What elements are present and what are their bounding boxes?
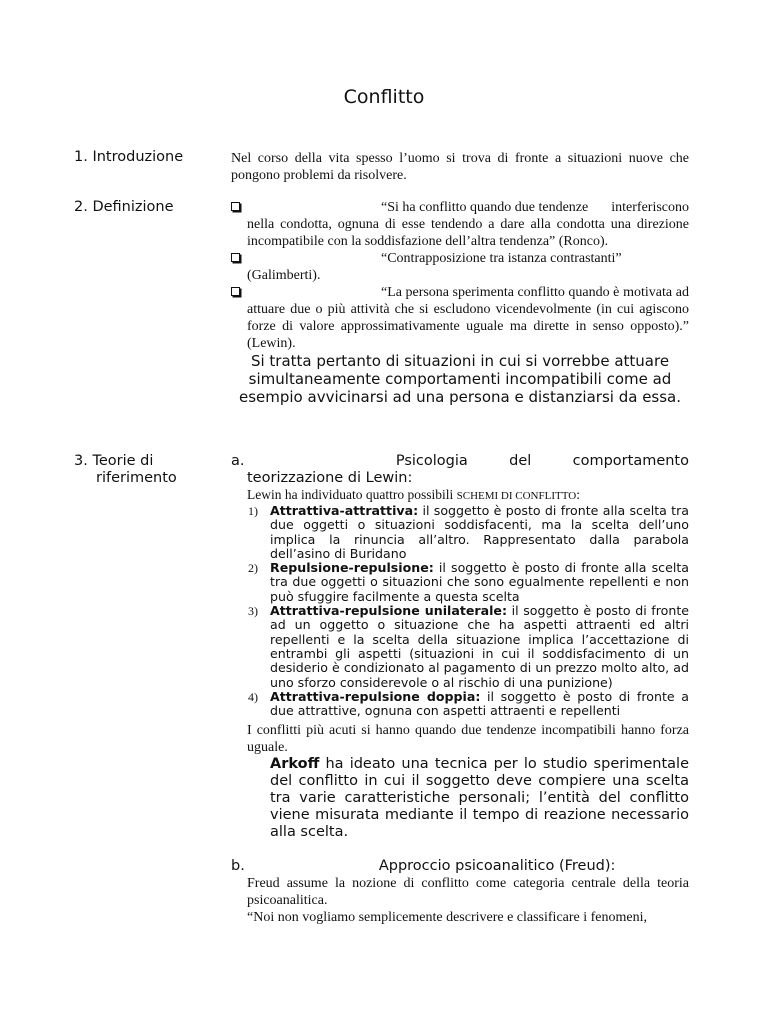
freud-quote: “Noi non vogliamo semplicemente descrivere e classificare i fenomeni, (247, 910, 648, 926)
heading-word: comportamento (572, 453, 689, 469)
section-teorie-body (231, 453, 689, 926)
item-number: 1) (248, 504, 258, 518)
lewin-intro-smallcaps: SCHEMI DI CONFLITTO (456, 490, 577, 502)
definition-text: (Galimberti). (247, 268, 321, 283)
scheme-title: Attrattiva-repulsione doppia: (270, 688, 481, 704)
subsection-letter: b. (231, 858, 245, 875)
checkbox-bullet-icon (231, 253, 240, 262)
definition-item (231, 199, 689, 250)
section-label-definizione: 2. Definizione (74, 199, 174, 215)
section-label-line: 3. Teorie di (74, 453, 154, 469)
section-label-introduzione: 1. Introduzione (74, 149, 184, 165)
scheme-title: Attrattiva-attrattiva: (270, 503, 419, 518)
intro-text: Nel corso della vita spesso l’uomo si trova di fronte a situazioni nuove che pongono problemi da risolvere. (231, 151, 689, 183)
section-introduzione-body (231, 150, 689, 184)
section-label-teorie (74, 453, 177, 487)
definition-quote: “Si ha conflitto quando due tendenze (381, 200, 589, 215)
scheme-text: il soggetto è posto di fronte alla scelta tra due oggetti o situazioni che sono egualmente repellenti e non può sfuggire facilmente a questa scelta (270, 560, 689, 604)
lewin-intro-text: Lewin ha individuato quattro possibili (247, 487, 457, 502)
heading-word: del (509, 453, 532, 469)
conflict-scheme-item (231, 604, 689, 690)
definition-item (231, 284, 689, 352)
checkbox-bullet-icon (231, 202, 240, 211)
conflict-scheme-item (231, 561, 689, 604)
item-number: 2) (248, 561, 258, 576)
section-label-line: riferimento (96, 470, 177, 486)
scheme-text: il soggetto è posto di fronte a due attrattive, ognuna con aspetti attraenti e repellenti (270, 688, 689, 719)
definition-quote: “Contrapposizione tra istanza contrastanti” (381, 251, 622, 266)
subsection-a-heading (231, 453, 689, 470)
acute-conflict-note: I conflitti più acuti si hanno quando due tendenze incompatibili hanno forza uguale. (247, 723, 689, 756)
freud-text: Freud assume la nozione di conflitto come categoria centrale della teoria psicoanalitica. (247, 876, 689, 909)
item-number: 4) (248, 689, 258, 704)
scheme-text: il soggetto è posto di fronte ad un oggetto o situazione che ha aspetti attraenti ed altri repellenti e la scelta della situazione implica l’accettazione di entrambi gli aspetti (situazioni in cui il soddisfacimento di un desiderio è condizionato al pagamento di un prezzo molto alto, ad uno sforzo considerevole o al rischio di una punizione) (270, 603, 690, 690)
definition-text: motivata ad attuare due o più attività che si escludono vicendevolmente (in cui agiscono forze di valore approssimativamente uguale ma dirette in senso opposto).” (Lewin). (247, 285, 690, 351)
subsection-a-heading-line2: teorizzazione di Lewin: (247, 470, 413, 486)
heading-word: Psicologia (395, 453, 468, 469)
definition-summary: Si tratta pertanto di situazioni in cui si vorrebbe attuare simultaneamente comportamenti incompatibili come ad esempio avvicinarsi ad una persona e distanziarsi da essa. (238, 352, 682, 406)
scheme-title: Attrattiva-repulsione unilaterale: (270, 603, 508, 619)
arkoff-name: Arkoff (270, 756, 320, 773)
checkbox-bullet-icon (231, 287, 240, 296)
arkoff-text: ha ideato una tecnica per lo studio sperimentale del conflitto in cui il soggetto deve compiere una scelta tra varie caratteristiche personali; l’entità del conflitto viene misurata mediante il tempo di reazione necessario alla scelta. (270, 756, 689, 841)
page-title: Conflitto (343, 86, 425, 108)
definition-quote: “La persona sperimenta conflitto quando è (381, 285, 620, 300)
lewin-intro (231, 487, 689, 504)
scheme-title: Repulsione-repulsione: (270, 560, 434, 576)
subsection-b-heading (231, 858, 689, 875)
definition-text: interferiscono nella condotta, ognuna di esse tendendo a dare alla condotta una direzione incompatibile con la soddisfazione dell’altra tendenza” (Ronco). (247, 200, 689, 249)
section-definizione-body (231, 199, 689, 406)
arkoff-paragraph (231, 756, 689, 841)
item-number: 3) (248, 604, 258, 619)
scheme-text: il soggetto è posto di fronte alla scelta tra due oggetti o situazioni soddisfacenti, ma la scelta dell’uno implica la rinuncia all’altro. Rappresentato dalla parabola dell’asino di Buridano (270, 503, 689, 561)
conflict-scheme-item (231, 504, 689, 561)
lewin-intro-end: : (576, 487, 580, 502)
subsection-b-title: Approccio psicoanalitico (Freud): (378, 858, 616, 875)
subsection-letter: a. (231, 453, 245, 469)
definition-item (231, 250, 689, 284)
conflict-scheme-item (231, 690, 689, 719)
conflict-schemes-list (231, 504, 689, 718)
